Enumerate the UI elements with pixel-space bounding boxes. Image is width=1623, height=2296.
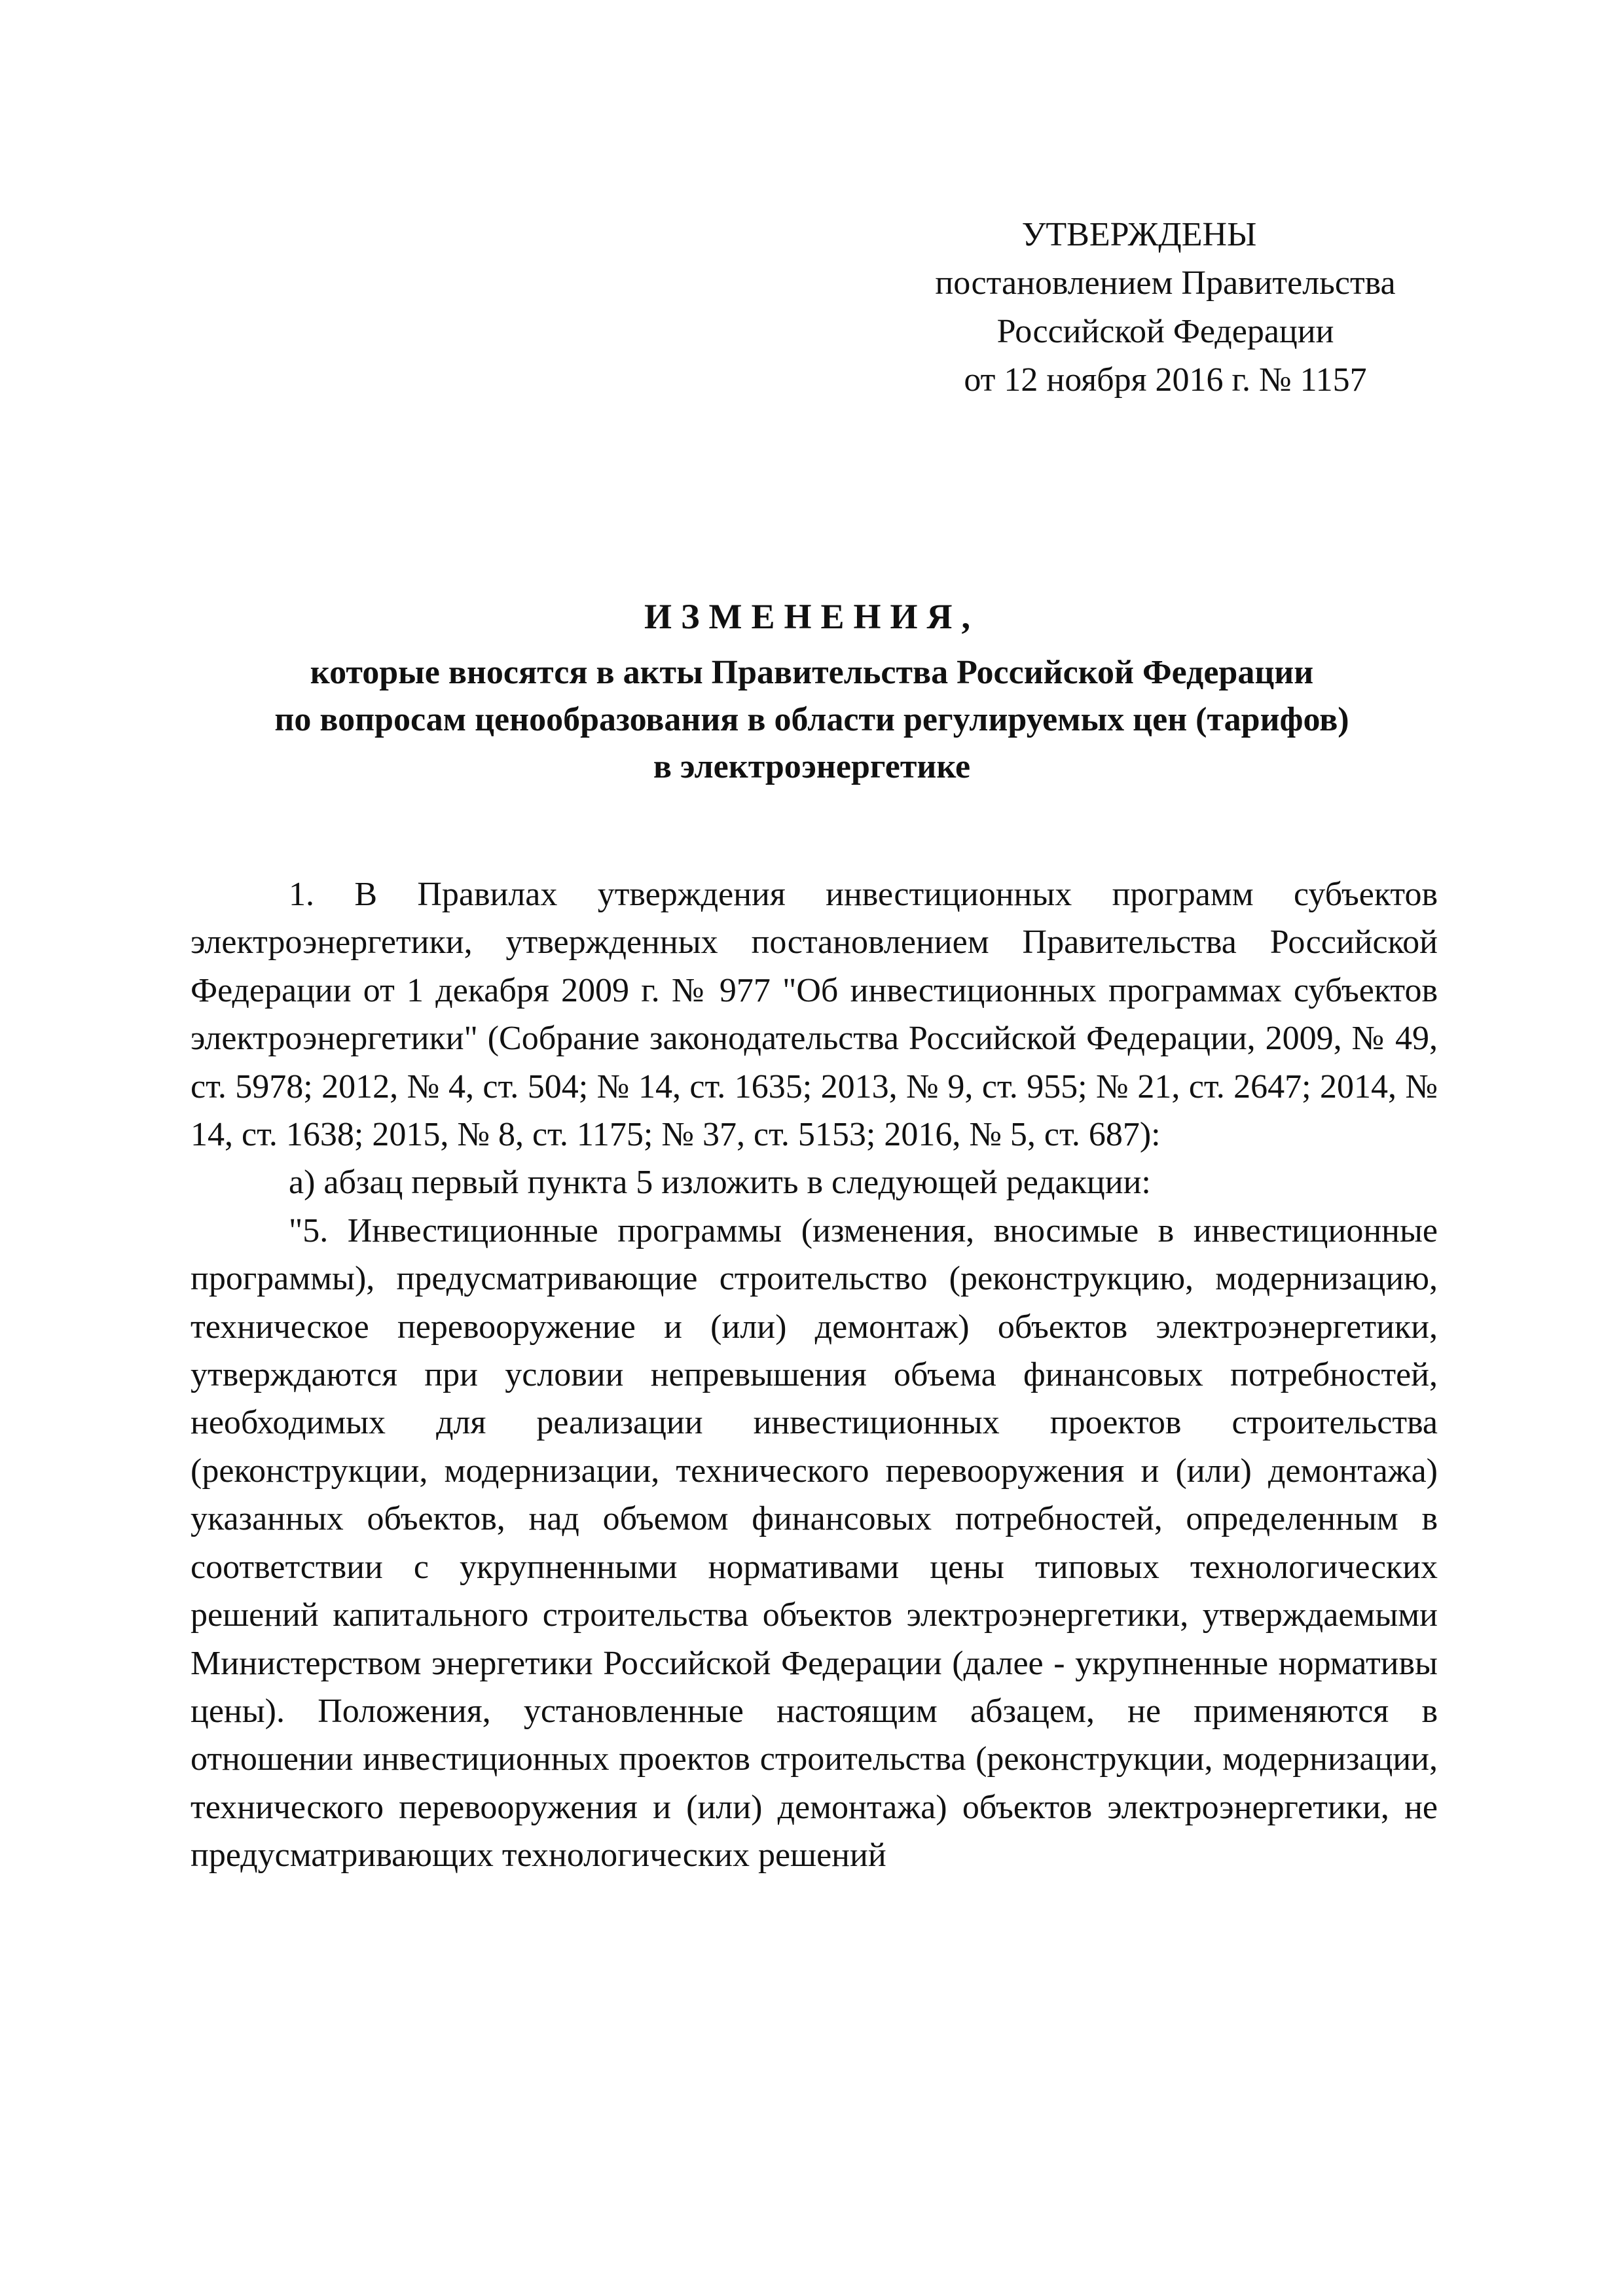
approval-stamp — [871, 211, 1460, 404]
paragraph-1: 1. В Правилах утверждения инвестиционных программ субъектов электроэнергетики, утвержденных постановлением Правительства Российской Федерации от 1 декабря 2009 г. № 977 "Об инвестиционных программах субъектов электроэнергетики" (Собрание законодательства Российской Федерации, 2009, № 49, ст. 5978; 2012, № 4, ст. 504; № 14, ст. 1635; 2013, № 9, ст. 955; № 21, ст. 2647; 2014, № 14, ст. 1638; 2015, № 8, ст. 1175; № 37, ст. 5153; 2016, № 5, ст. 687): — [191, 876, 1438, 1154]
approval-heading: УТВЕРЖДЕНЫ — [1021, 216, 1257, 253]
approval-line-resolution: постановлением Правительства — [935, 264, 1396, 302]
document-body — [191, 870, 1438, 1880]
document-subtitle-line-2: по вопросам ценообразования в области регулируемых цен (тарифов) — [274, 701, 1349, 738]
approval-line-federation: Российской Федерации — [996, 313, 1334, 350]
document-subtitle-line-1: которые вносятся в акты Правительства Российской Федерации — [310, 654, 1314, 691]
document-title: ИЗМЕНЕНИЯ, — [644, 597, 979, 636]
paragraph-2: а) абзац первый пункта 5 изложить в следующей редакции: — [289, 1164, 1151, 1202]
document-subtitle-line-3: в электроэнергетике — [653, 748, 971, 785]
approval-line-date-number: от 12 ноября 2016 г. № 1157 — [964, 361, 1367, 399]
paragraph-3: "5. Инвестиционные программы (изменения, вносимые в инвестиционные программы), предусматривающие строительство (реконструкцию, модернизацию, техническое перевооружение и (или) демонтаж) объектов электроэнергетики, утверждаются при условии непревышения объема финансовых потребностей, необходимых для реализации инвестиционных проектов строительства (реконструкции, модернизации, технического перевооружения и (или) демонтажа) указанных объектов, над объемом финансовых потребностей, определенным в соответствии с укрупненными нормативами цены типовых технологических решений капитального строительства объектов электроэнергетики, утверждаемыми Министерством энергетики Российской Федерации (далее - укрупненные нормативы цены). Положения, установленные настоящим абзацем, не применяются в отношении инвестиционных проектов строительства (реконструкции, модернизации, технического перевооружения и (или) демонтажа) объектов электроэнергетики, не предусматривающих технологических решений — [191, 1211, 1438, 1874]
document-title-block — [183, 590, 1440, 791]
